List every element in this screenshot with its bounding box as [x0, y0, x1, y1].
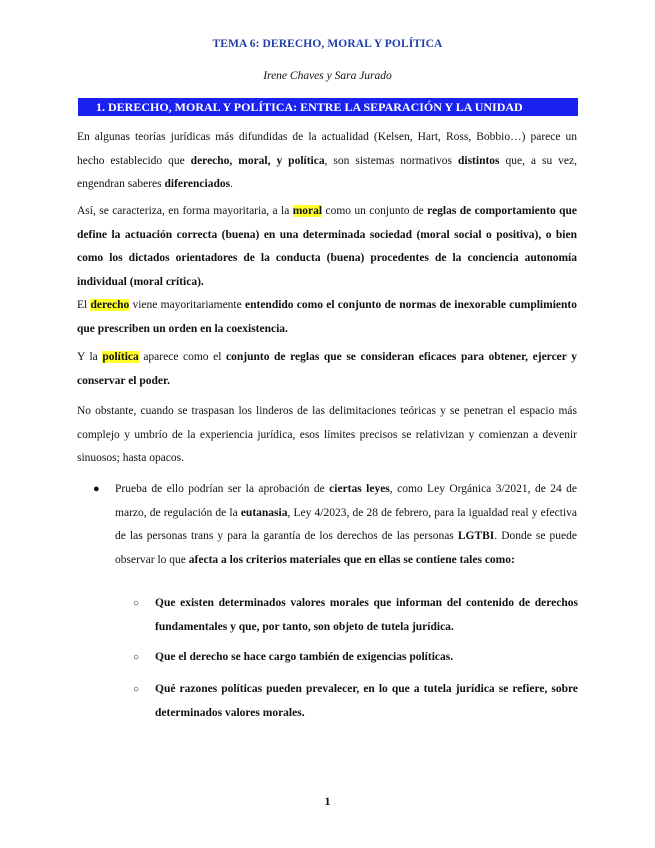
paragraph-derecho — [77, 294, 577, 341]
highlight-moral: moral — [292, 205, 323, 217]
page-number: 1 — [324, 794, 331, 808]
paragraph-text: , son sistemas normativos — [324, 154, 458, 167]
bold-text: diferenciados — [164, 178, 231, 190]
paragraph-text: . — [230, 178, 233, 190]
bold-text: afecta a los criterios materiales que en ellas se contiene tales como: — [188, 553, 515, 566]
sub-item — [133, 646, 578, 670]
sub-item-text: Qué razones políticas pueden prevalecer, en lo que a tutela jurídica se refiere, sobre determinados valores morales. — [155, 683, 578, 719]
sub-item-text: Que existen determinados valores morales que informan del contenido de derechos fundamentales y que, por tanto, son objeto de tutela jurídica. — [155, 597, 578, 633]
highlight-derecho: derecho — [90, 299, 130, 311]
highlight-politica: política — [102, 351, 139, 363]
paragraph-no-obstante: No obstante, cuando se traspasan los linderos de las delimitaciones teóricas y se penetran el espacio más complejo y umbrío de la experiencia jurídica, esos límites precisos se relativizan y comienzan a devenir sinuosos; hasta opacos. — [77, 405, 577, 464]
bold-text: conjunto de reglas que se consideran eficaces para obtener, ejercer y conservar el poder. — [77, 351, 577, 387]
paragraph-politica — [77, 346, 577, 393]
bold-text: ciertas leyes — [329, 483, 390, 495]
bold-text: distintos — [457, 154, 500, 167]
paragraph-intro — [77, 126, 577, 197]
paragraph-text: . Donde se puede observar lo que — [115, 530, 577, 566]
document-title: TEMA 6: DERECHO, MORAL Y POLÍTICA — [212, 38, 443, 50]
sub-item — [133, 592, 578, 639]
bold-text: reglas de comportamiento que define la actuación correcta (buena) en una determinada sociedad (moral social o positiva), o bien como los dictados orientadores de la conducta (buena) procedentes de la conciencia autonomía individual (moral crítica). — [77, 205, 577, 288]
paragraph-text: Prueba de ello podrían ser la aprobación de — [115, 483, 330, 495]
paragraph-text: viene mayoritariamente — [129, 299, 245, 311]
paragraph-moral — [77, 200, 577, 294]
paragraph-text: , como Ley Orgánica 3/2021, de 24 de marzo, de regulación de la — [115, 483, 577, 519]
paragraph-text: como un conjunto de — [322, 205, 428, 217]
sub-item-text: Que el derecho se hace cargo también de exigencias políticas. — [155, 651, 454, 663]
circle-bullet-icon: ○ — [133, 684, 140, 695]
circle-bullet-icon: ○ — [133, 598, 140, 609]
bold-text: derecho, moral, y política — [190, 154, 325, 167]
bullet-item — [93, 478, 577, 572]
paragraph-text: El — [77, 299, 91, 311]
paragraph-text: aparece como el — [138, 351, 227, 363]
paragraph-text: En algunas teorías jurídicas más difundidas de la actualidad (Kelsen, Hart, Ross, Bobbio…) parece un hecho establecido que — [77, 131, 577, 167]
paragraph-text: Y la — [77, 351, 103, 363]
paragraph-text: que, a su vez, engendran saberes — [77, 154, 577, 190]
bold-text: entendido como el conjunto de normas de inexorable cumplimiento que prescriben un orden en la coexistencia. — [77, 299, 577, 335]
bold-text: LGTBI — [457, 530, 495, 542]
circle-bullet-icon: ○ — [133, 652, 140, 663]
bold-text: eutanasia — [240, 506, 288, 519]
paragraph-text: Así, se caracteriza, en forma mayoritaria, a la — [77, 205, 293, 217]
bullet-text — [115, 478, 577, 572]
bullet-icon: ● — [93, 483, 100, 495]
sub-item — [133, 678, 578, 725]
paragraph-text: , Ley 4/2023, de 28 de febrero, para la igualdad real y efectiva de las personas trans y para la garantía de los derechos de las personas — [115, 506, 577, 542]
section-heading: 1. DERECHO, MORAL Y POLÍTICA: ENTRE LA SEPARACIÓN Y LA UNIDAD — [78, 98, 578, 116]
document-authors: Irene Chaves y Sara Jurado — [263, 70, 392, 82]
